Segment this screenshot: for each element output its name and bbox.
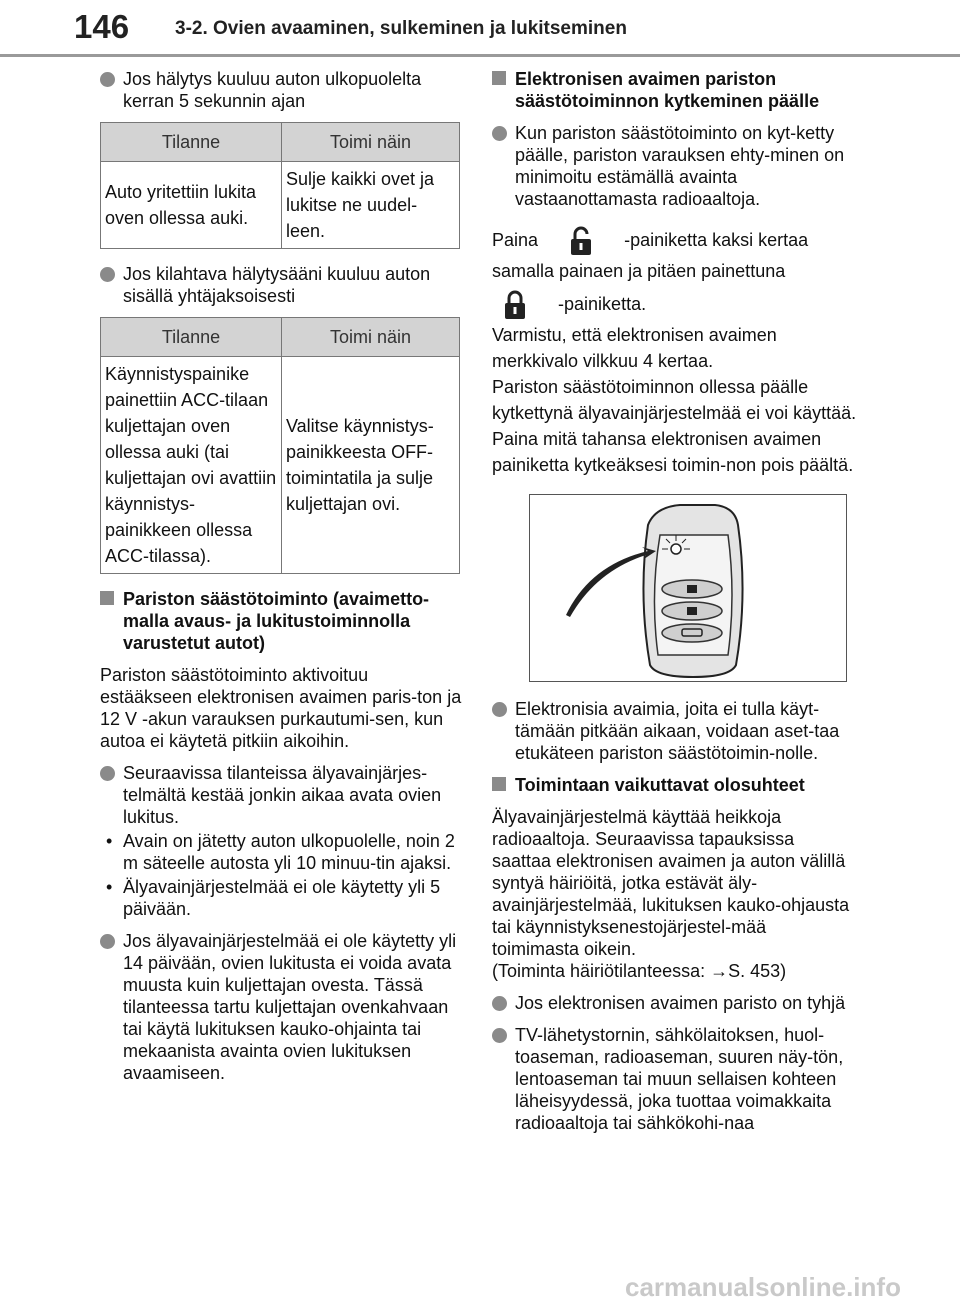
instruction-text: Paina [492, 229, 539, 250]
table-header-situation: Tilanne [101, 123, 282, 162]
dash-marker: • [106, 831, 113, 851]
bullet-text: Elektronisia avaimia, joita ei tulla käyt-tämään pitkään aikaan, voidaan aset-taa etukäteen pariston säästötoimin-nolle. [515, 699, 840, 763]
bullet-text: Seuraavissa tilanteissa älyavainjärjes-telmältä kestää jonkin aikaa avata ovien lukitus. [123, 763, 442, 827]
unlock-icon [566, 224, 596, 258]
dash-text: Älyavainjärjestelmää ei ole käytetty yli 5 päivään. [123, 877, 441, 919]
section-square-icon [492, 777, 506, 791]
section-heading [492, 68, 857, 112]
table-header-situation: Tilanne [101, 318, 282, 357]
alarm-table-2 [100, 317, 460, 574]
electronic-key-illustration [529, 494, 847, 682]
instruction-line [492, 288, 857, 322]
table-header-action: Toimi näin [282, 123, 460, 162]
paragraph: Varmistu, että elektronisen avaimen merkkivalo vilkkuu 4 kertaa. [492, 325, 777, 371]
bullet-dot-icon [100, 72, 115, 87]
right-column [492, 68, 857, 1144]
alarm-table-1 [100, 122, 460, 249]
bullet-text: TV-lähetystornin, sähkölaitoksen, huol-toaseman, radioaseman, suuren näy-tön, lentoaseman tai muun sellaisen kohteen läheisyydessä, joka tuottaa voimakkaita radioaaltoja tai sähkökohi-naa [515, 1025, 844, 1133]
bullet-dot-icon [100, 267, 115, 282]
page-header [0, 0, 960, 62]
instruction-text: samalla painaen ja pitäen painettuna [492, 261, 786, 281]
table-row [101, 357, 460, 574]
section-title: Pariston säästötoiminto (avaimetto-malla avaus- ja lukitustoiminnolla varustetut autot) [123, 589, 430, 653]
bullet-item [100, 68, 465, 112]
bullet-item [100, 762, 465, 828]
lock-icon [500, 288, 530, 322]
bullet-item [100, 930, 465, 1084]
paragraph: Pariston säästötoiminto aktivoituu estääkseen elektronisen avaimen paris-ton ja 12 V -akun varauksen purkautumi-sen, kun autoa ei käytetä pitkiin aikoihin. [100, 665, 462, 751]
bullet-item [492, 698, 857, 764]
bullet-dot-icon [492, 1028, 507, 1043]
bullet-dot-icon [100, 766, 115, 781]
table-header-row [101, 123, 460, 162]
bullet-dot-icon [492, 702, 507, 717]
dash-item [100, 876, 465, 920]
table-cell-situation: Käynnistyspainike painettiin ACC-tilaan kuljettajan oven ollessa auki (tai kuljettajan ovi avattiin käynnistys-painikkeen ollessa ACC-tilassa). [101, 357, 282, 574]
instruction-text: -painiketta. [558, 293, 647, 314]
table-row [101, 162, 460, 249]
arrow-icon: → [710, 961, 729, 981]
bullet-text: Jos älyavainjärjestelmää ei ole käytetty yli 14 päivään, ovien lukitusta ei voida avata muusta kuin kuljettajan ovesta. Tässä tilanteessa tartu kuljettajan ovenkahvaan tai käytä lukituksen kauko-ohjainta tai mekaanista avainta ovien lukituksen avaamiseen. [123, 931, 457, 1083]
table-cell-situation: Auto yritettiin lukita oven ollessa auki. [101, 162, 282, 249]
bullet-item [492, 1024, 857, 1134]
table-cell-action: Sulje kaikki ovet ja lukitse ne uudel-leen. [282, 162, 460, 249]
page-number: 146 [74, 8, 130, 45]
bullet-item [492, 122, 857, 210]
bullet-dot-icon [492, 996, 507, 1011]
section-heading [492, 774, 857, 796]
dash-text: Avain on jätetty auton ulkopuolelle, noin 2 m säteelle autosta yli 10 minuu-tin ajaksi. [123, 831, 455, 873]
watermark: carmanualsonline.info [625, 1272, 901, 1302]
section-square-icon [492, 71, 506, 85]
chapter-title: 3-2. Ovien avaaminen, sulkeminen ja lukitseminen [175, 18, 627, 39]
left-column [100, 68, 465, 1094]
bullet-text: Kun pariston säästötoiminto on kyt-ketty päälle, pariston varauksen ehty-minen on minimoitu estämällä avainta vastaanottamasta radioaaltoja. [515, 123, 845, 209]
table-header-row [101, 318, 460, 357]
bullet-dot-icon [100, 934, 115, 949]
instruction-line [492, 224, 857, 258]
bullet-item [492, 992, 857, 1014]
paragraph: Älyavainjärjestelmä käyttää heikkoja radioaaltoja. Seuraavissa tapauksissa saattaa elektronisen avaimen ja auton välillä syntyä häiriöitä, jotka estävät äly-avainjärjestelmää, lukituksen kauko-ohjausta tai käynnistyksenestojärjestel-mää toimimasta oikein. [492, 807, 850, 959]
reference-line [492, 960, 857, 982]
section-title: Toimintaan vaikuttavat olosuhteet [515, 775, 805, 795]
bullet-text: Jos kilahtava hälytysääni kuuluu auton sisällä yhtäjaksoisesti [123, 264, 431, 306]
dash-marker: • [106, 877, 113, 897]
instruction-text: -painiketta kaksi kertaa [624, 229, 809, 250]
reference-text: (Toiminta häiriötilanteessa: [492, 961, 706, 981]
dash-item [100, 830, 465, 874]
bullet-dot-icon [492, 126, 507, 141]
section-title: Elektronisen avaimen pariston säästötoiminnon kytkeminen päälle [515, 69, 820, 111]
section-heading [100, 588, 465, 654]
page-reference: S. 453) [728, 961, 787, 981]
instruction-line [492, 258, 857, 284]
bullet-text: Jos hälytys kuuluu auton ulkopuolelta kerran 5 sekunnin ajan [123, 69, 422, 111]
table-header-action: Toimi näin [282, 318, 460, 357]
bullet-item [100, 263, 465, 307]
bullet-text: Jos elektronisen avaimen paristo on tyhjä [515, 993, 846, 1013]
paragraph: Pariston säästötoiminnon ollessa päälle kytkettynä älyavainjärjestelmää ei voi käyttää. Paina mitä tahansa elektronisen avaimen painiketta kytkeäksesi toimin-non pois päältä. [492, 377, 857, 475]
header-divider [0, 54, 960, 57]
table-cell-action: Valitse käynnistys-painikkeesta OFF-toimintatila ja sulje kuljettajan ovi. [282, 357, 460, 574]
section-square-icon [100, 591, 114, 605]
